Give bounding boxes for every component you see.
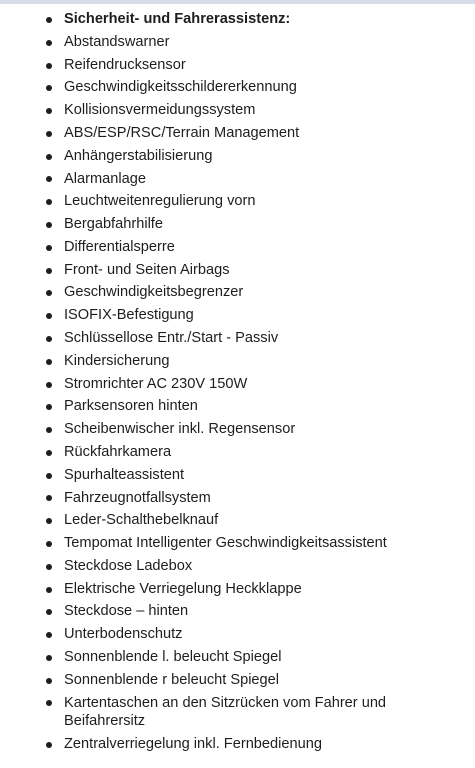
section-heading: Sicherheit- und Fahrerassistenz: (64, 11, 291, 28)
bullet-icon (46, 655, 52, 661)
bullet-icon (46, 518, 52, 524)
list-item-text: Kollisionsvermeidungssystem (64, 102, 256, 119)
list-item (0, 532, 475, 555)
list-item (0, 691, 475, 732)
bullet-icon (46, 587, 52, 593)
list-item (0, 578, 475, 601)
list-item-text: Differentialsperre (64, 238, 175, 255)
bullet-icon (46, 176, 52, 182)
list-item (0, 327, 475, 350)
section-heading-item (0, 8, 475, 31)
bullet-icon (46, 131, 52, 137)
list-item (0, 441, 475, 464)
list-item-text: Bergabfahrhilfe (64, 216, 163, 233)
bullet-icon (46, 473, 52, 479)
list-item (0, 486, 475, 509)
list-item (0, 373, 475, 396)
list-item-text: Anhängerstabilisierung (64, 147, 213, 164)
bullet-icon (46, 382, 52, 388)
bullet-icon (46, 541, 52, 547)
bullet-icon (46, 427, 52, 433)
bullet-icon (46, 313, 52, 319)
list-item-text: Kindersicherung (64, 352, 170, 369)
list-item-text: Tempomat Intelligenter Geschwindigkeitsassistent (64, 535, 387, 552)
list-item-text: Geschwindigkeitsschildererkennung (64, 79, 297, 96)
list-item (0, 464, 475, 487)
list-item-text: Reifendrucksensor (64, 56, 186, 73)
list-item-text: Kartentaschen an den Sitzrücken vom Fahrer und Beifahrersitz (64, 694, 387, 730)
list-item (0, 259, 475, 282)
list-item-text: Leder-Schalthebelknauf (64, 512, 219, 529)
list-item (0, 122, 475, 145)
bullet-icon (46, 268, 52, 274)
bullet-icon (46, 359, 52, 365)
bullet-icon (46, 632, 52, 638)
bullet-icon (46, 245, 52, 251)
bullet-icon (46, 336, 52, 342)
feature-list (0, 8, 475, 756)
bullet-icon (46, 222, 52, 228)
bullet-icon (46, 678, 52, 684)
list-item (0, 395, 475, 418)
list-item-text: Alarmanlage (64, 170, 146, 187)
bullet-icon (46, 108, 52, 114)
list-item-text: Fahrzeugnotfallsystem (64, 489, 211, 506)
list-item-text: ISOFIX-Befestigung (64, 307, 194, 324)
list-item (0, 733, 475, 756)
bullet-icon (46, 199, 52, 205)
list-item-text: Sonnenblende r beleucht Spiegel (64, 671, 280, 688)
bullet-icon (46, 609, 52, 615)
bullet-icon (46, 85, 52, 91)
list-item-text: Front- und Seiten Airbags (64, 261, 230, 278)
list-item (0, 167, 475, 190)
list-item (0, 623, 475, 646)
list-item (0, 669, 475, 692)
bullet-icon (46, 700, 52, 706)
list-item-text: Elektrische Verriegelung Heckklappe (64, 580, 302, 597)
bullet-icon (46, 40, 52, 46)
list-item-text: Leuchtweitenregulierung vorn (64, 193, 256, 210)
list-item (0, 54, 475, 77)
list-item (0, 190, 475, 213)
list-item (0, 281, 475, 304)
list-item-text: Schlüssellose Entr./Start - Passiv (64, 330, 279, 347)
list-item (0, 555, 475, 578)
list-item (0, 509, 475, 532)
list-item (0, 145, 475, 168)
list-item-text: Abstandswarner (64, 33, 170, 50)
list-item-text: Parksensoren hinten (64, 398, 198, 415)
list-item (0, 213, 475, 236)
list-item (0, 31, 475, 54)
list-item-text: Unterbodenschutz (64, 626, 183, 643)
bullet-icon (46, 154, 52, 160)
list-item-text: Steckdose – hinten (64, 603, 189, 620)
list-item-text: ABS/ESP/RSC/Terrain Management (64, 125, 300, 141)
bullet-icon (46, 17, 52, 23)
list-item (0, 236, 475, 259)
bullet-icon (46, 450, 52, 456)
list-item-text: Spurhalteassistent (64, 466, 185, 483)
bullet-icon (46, 742, 52, 748)
list-item-text: Stromrichter AC 230V 150W (64, 375, 248, 392)
bullet-icon (46, 404, 52, 410)
list-item (0, 350, 475, 373)
list-item-text: Sonnenblende l. beleucht Spiegel (64, 648, 282, 665)
list-item-text: Geschwindigkeitsbegrenzer (64, 284, 244, 301)
bullet-icon (46, 564, 52, 570)
list-item-text: Scheibenwischer inkl. Regensensor (64, 421, 296, 438)
list-item-text: Steckdose Ladebox (64, 557, 193, 574)
bullet-icon (46, 63, 52, 69)
list-item (0, 76, 475, 99)
list-item-text: Zentralverriegelung inkl. Fernbedienung (64, 735, 322, 752)
bullet-icon (46, 495, 52, 501)
list-item (0, 99, 475, 122)
list-item (0, 646, 475, 669)
list-item-text: Rückfahrkamera (64, 443, 172, 460)
top-divider (0, 0, 475, 4)
list-item (0, 418, 475, 441)
list-item (0, 600, 475, 623)
list-item (0, 304, 475, 327)
bullet-icon (46, 290, 52, 296)
